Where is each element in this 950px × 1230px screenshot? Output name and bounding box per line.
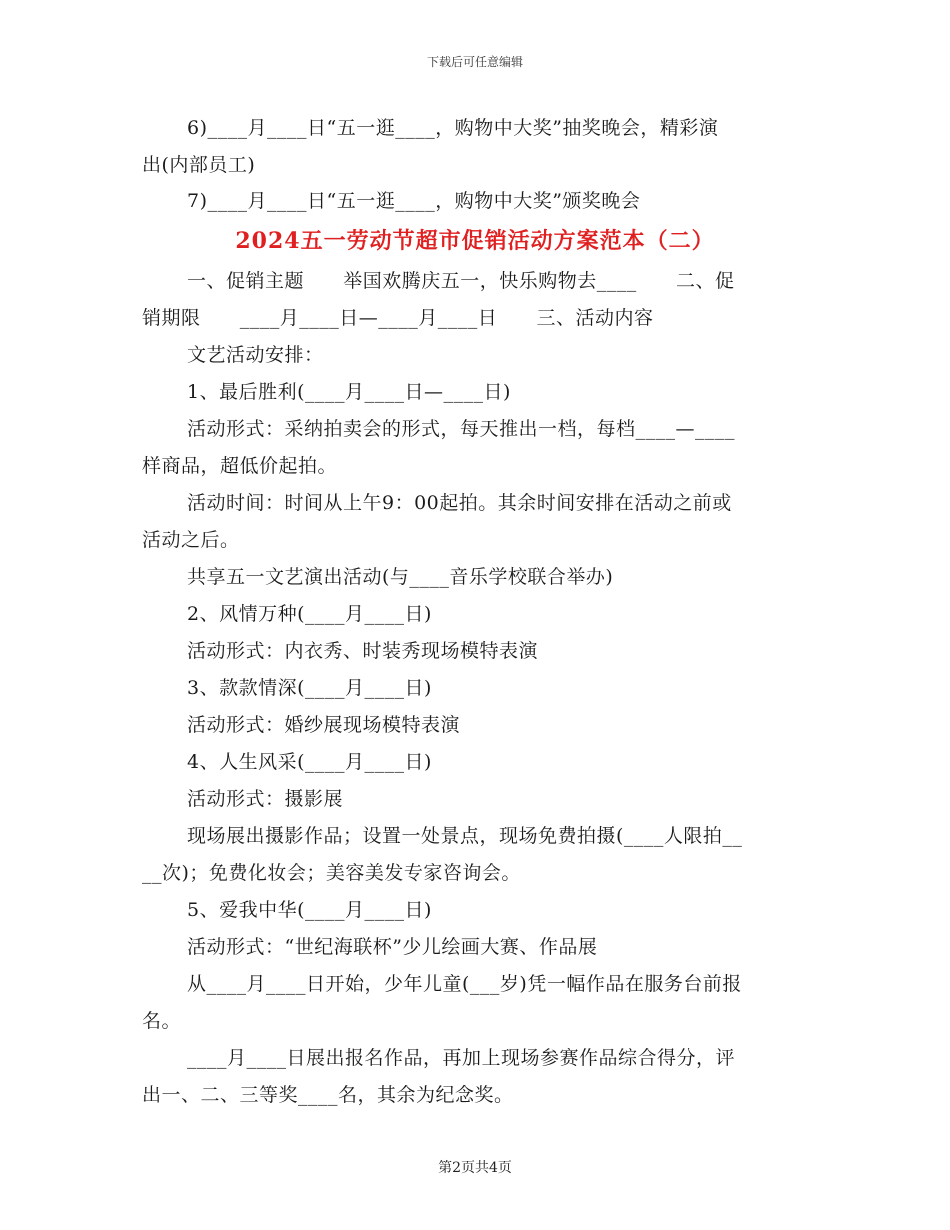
text-line: 5、爱我中华(____月____日) [187,899,432,921]
text-line: 一、促销主题 举国欢腾庆五一，快乐购物去____ 二、促 [187,270,735,292]
text-line: 3、款款情深(____月____日) [187,677,432,699]
text-line: 从____月____日开始，少年儿童(___岁)凭一幅作品在服务台前报 [187,973,742,995]
text-line: 活动形式：内衣秀、时装秀现场模特表演 [187,640,539,662]
text-line: 名。 [142,1010,182,1032]
text-line: 1、最后胜利(____月____日—____日) [187,381,511,403]
text-line: 出(内部员工) [142,154,256,176]
text-line: ____月____日展出报名作品，再加上现场参赛作品综合得分，评 [187,1047,736,1069]
text-line: 出一、二、三等奖____名，其余为纪念奖。 [142,1084,514,1106]
text-line: 文艺活动安排： [187,344,324,366]
text-line: 活动形式：婚纱展现场模特表演 [187,714,461,736]
text-line: 样商品，超低价起拍。 [142,455,338,477]
text-line: 活动时间：时间从上午9：00起拍。其余时间安排在活动之前或 [187,492,732,514]
text-line: 活动形式：采纳拍卖会的形式，每天推出一档，每档____—____ [187,418,736,440]
page-header: 下载后可任意编辑 [426,55,523,69]
text-line: __次)；免费化妆会；美容美发专家咨询会。 [142,862,521,884]
text-line: 活动形式：摄影展 [187,788,344,810]
text-line: 销期限 ____月____日—____月____日 三、活动内容 [142,307,654,329]
text-line: 现场展出摄影作品；设置一处景点，现场免费拍摄(____人限拍__ [187,825,743,847]
text-line: 活动形式：“世纪海联杯”少儿绘画大赛、作品展 [187,936,598,958]
text-line: 4、人生风采(____月____日) [187,751,432,773]
page-footer: 第2页共4页 [438,1160,512,1176]
section-title: 2024五一劳动节超市促销活动方案范本（二） [235,228,715,254]
text-line: 活动之后。 [142,529,240,551]
text-line: 7)____月____日“五一逛____，购物中大奖”颁奖晚会 [187,190,641,212]
text-line: 2、风情万种(____月____日) [187,603,432,625]
text-line: 共享五一文艺演出活动(与____音乐学校联合举办) [187,566,614,588]
text-line: 6)____月____日“五一逛____，购物中大奖”抽奖晚会，精彩演 [187,117,719,139]
